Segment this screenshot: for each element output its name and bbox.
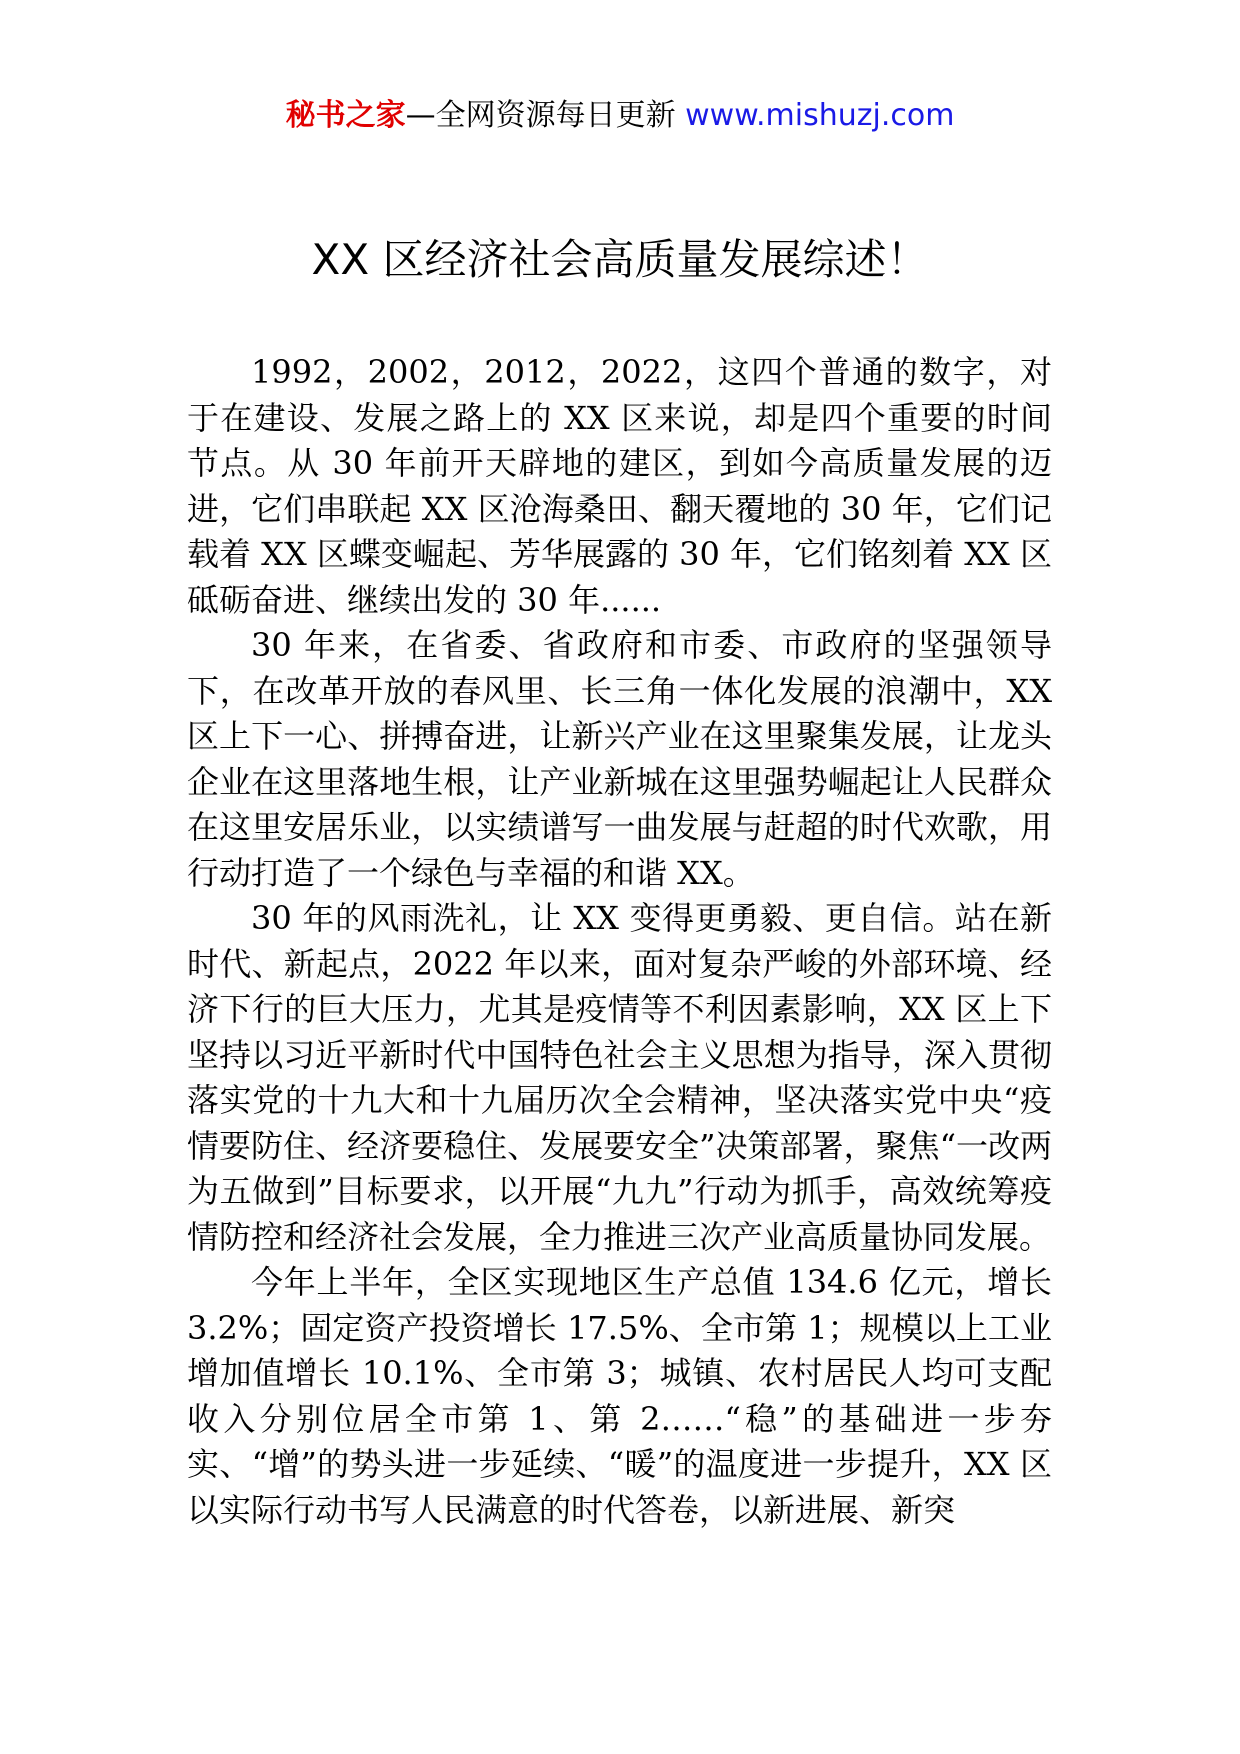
paragraph-4: 今年上半年，全区实现地区生产总值 134.6 亿元，增长 3.2%；固定资产投资增长 17.5%、全市第 1；规模以上工业增加值增长 10.1%、全市第 3；城镇、农村居民人均可支配收入分别位居全市第 1、第 2……“稳”的基础进一步夯实、“增”的势头进一步延续、“暖”的温度进一步提升，XX 区以实际行动书写人民满意的时代答卷，以新进展、新突 bbox=[187, 1263, 1052, 1529]
document-body bbox=[187, 350, 1052, 1533]
site-brand: 秘书之家 bbox=[285, 98, 406, 133]
document-title: XX 区经济社会高质量发展综述！ bbox=[311, 235, 929, 284]
site-header bbox=[0, 96, 1240, 136]
paragraph-1: 1992，2002，2012，2022，这四个普通的数字，对于在建设、发展之路上的 XX 区来说，却是四个重要的时间节点。从 30 年前开天辟地的建区，到如今高质量发展的迈进，它们串联起 XX 区沧海桑田、翻天覆地的 30 年，它们记载着 XX 区蝶变崛起、芳华展露的 30 年，它们铭刻着 XX 区砥砺奋进、继续出发的 30 年...... bbox=[187, 353, 1052, 619]
site-url-link[interactable]: www.mishuzj.com bbox=[685, 98, 955, 133]
paragraph-2: 30 年来，在省委、省政府和市委、市政府的坚强领导下，在改革开放的春风里、长三角一体化发展的浪潮中，XX 区上下一心、拼搏奋进，让新兴产业在这里聚集发展，让龙头企业在这里落地生根，让产业新城在这里强势崛起让人民群众在这里安居乐业，以实绩谱写一曲发展与赶超的时代欢歌，用行动打造了一个绿色与幸福的和谐 XX。 bbox=[187, 626, 1052, 892]
paragraph-3: 30 年的风雨洗礼，让 XX 变得更勇毅、更自信。站在新时代、新起点，2022 年以来，面对复杂严峻的外部环境、经济下行的巨大压力，尤其是疫情等不利因素影响，XX 区上下坚持以习近平新时代中国特色社会主义思想为指导，深入贯彻落实党的十九大和十九届历次全会精神，坚决落实党中央“疫情要防住、经济要稳住、发展要安全”决策部署，聚焦“一改两为五做到”目标要求，以开展“九九”行动为抓手，高效统筹疫情防控和经济社会发展，全力推进三次产业高质量协同发展。 bbox=[187, 899, 1052, 1256]
site-tagline: —全网资源每日更新 bbox=[405, 98, 686, 133]
